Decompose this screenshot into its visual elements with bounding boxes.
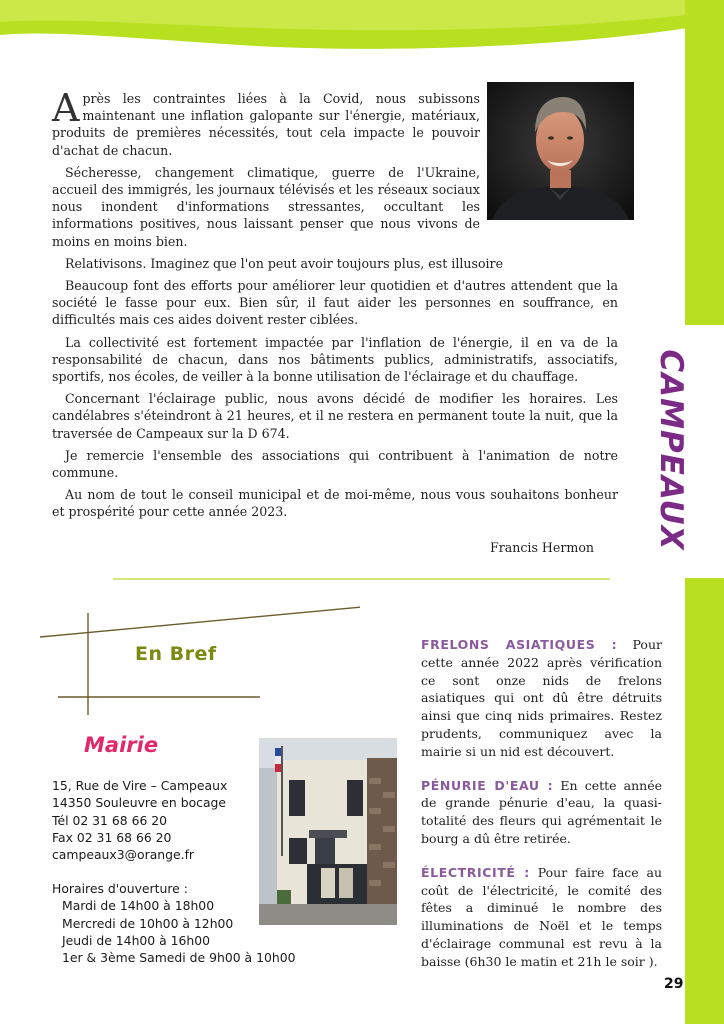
news-item-frelons	[421, 636, 662, 761]
sidebar-accent-top	[685, 0, 724, 325]
editorial-text	[52, 86, 618, 526]
opening-hours-title: Horaires d'ouverture :	[52, 881, 188, 896]
news-item-penurie	[421, 777, 662, 848]
news-heading: PÉNURIE D'EAU :	[421, 777, 554, 793]
editorial-paragraph-3: Relativisons. Imaginez que l'on peut avoir toujours plus, est illusoire	[65, 255, 504, 271]
editorial-paragraph-1: Après les contraintes liées à la Covid, nous subissons maintenant une inflation galopante sur l'énergie, matériaux, produits de premières nécessités, tout cela impacte le pouvoir d'achat de chacun.	[52, 86, 480, 158]
page-number: 29	[664, 976, 684, 992]
editorial-paragraph-8: Au nom de tout le conseil municipal et de moi-même, nous vous souhaitons bonheur et prospérité pour cette année 2023.	[52, 487, 618, 520]
en-bref-title: En Bref	[135, 643, 217, 665]
news-text: Pour cette année 2022 après vérification ce sont onze nids de frelons asiatiques qui ont dû être détruits ainsi que cinq nids primaires. Restez prudents, communiquez avec la mairie si un nid est découvert.	[421, 637, 662, 759]
address-line-1: 15, Rue de Vire – Campeaux	[52, 778, 228, 793]
mairie-title: Mairie	[84, 733, 159, 757]
editorial-paragraph-6: Concernant l'éclairage public, nous avons décidé de modifier les horaires. Les candélabres s'éteindront à 21 heures, et il ne restera en permanent toute la nuit, que la traversée de Campeaux sur la D 674.	[52, 391, 618, 441]
hours-row: 1er & 3ème Samedi de 9h00 à 10h00	[62, 950, 296, 966]
address-line-2: 14350 Souleuvre en bocage	[52, 795, 227, 811]
news-heading: FRELONS ASIATIQUES :	[421, 637, 618, 652]
news-item-electricite	[421, 864, 662, 971]
fax-number: Fax 02 31 68 66 20	[52, 829, 172, 845]
sidebar-accent-bottom	[685, 578, 724, 1024]
email-address: campeaux3@orange.fr	[52, 847, 195, 863]
signature: Francis Hermon	[490, 540, 595, 555]
news-text: En cette année de grande pénurie d'eau, la quasi-totalité des fleurs qui agrémentait le bourg a dû être retirée.	[421, 777, 662, 846]
phone-number: Tél 02 31 68 66 20	[52, 812, 168, 828]
editorial-paragraph-5: La collectivité est fortement impactée par l'inflation de l'énergie, il en va de la responsabilité de chacun, dans nos bâtiments publics, administratifs, associatifs, sportifs, nos écoles, de veiller à la bonne utilisation de l'éclairage et du chauffage.	[52, 334, 618, 385]
hours-row: Mardi de 14h00 à 18h00	[62, 898, 215, 914]
section-brand: CAMPEAUX	[653, 349, 689, 551]
hours-row: Jeudi de 14h00 à 16h00	[62, 932, 211, 948]
news-column	[421, 636, 662, 987]
news-text: Pour faire face au coût de l'électricité, le comité des fêtes a diminué le nombre des illuminations de Noël et le temps d'éclairage communal est revu à la baisse (6h30 le matin et 21h le soir ).	[421, 864, 663, 969]
hours-row: Mercredi de 10h00 à 12h00	[62, 915, 234, 931]
drop-cap: A	[52, 86, 80, 130]
editorial-paragraph-4: Beaucoup font des efforts pour améliorer leur quotidien et d'autres attendent que la société le fasse pour eux. Bien sûr, il faut aider les personnes en souffrance, en difficultés mais ces aides doivent rester ciblées.	[52, 278, 618, 328]
town-hall-photo	[259, 738, 397, 925]
top-wave-decoration	[0, 0, 724, 80]
news-heading: ÉLECTRICITÉ :	[421, 864, 530, 880]
editorial-paragraph-7: Je remercie l'ensemble des associations qui contribuent à l'animation de notre commune.	[52, 447, 618, 481]
mairie-contact	[52, 777, 227, 863]
section-divider	[113, 578, 610, 580]
editorial-paragraph-2: Sécheresse, changement climatique, guerre de l'Ukraine, accueil des immigrés, les journaux télévisés et les réseaux sociaux nous inondent d'informations stressantes, occultant les informations positives, nous laissant penser que nous vivons de moins en moins bien.	[52, 164, 480, 249]
